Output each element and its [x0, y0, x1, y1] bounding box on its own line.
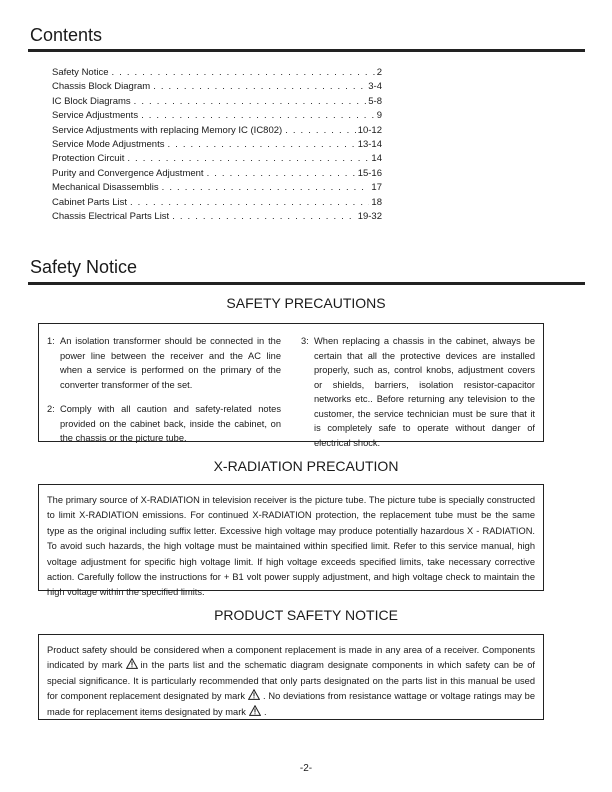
product-safety-heading: PRODUCT SAFETY NOTICE [214, 607, 398, 623]
precaution-item: 3: When replacing a chassis in the cabinet, always be certain that all the protective devices are installed properly, such as, control knobs, adjustment covers or shields, barriers, isolation resistor-capacitor networks etc.. Before returning any television to the customer, the service technician must be sure that it is completely safe to operate without danger of electrical shock. [301, 336, 535, 448]
safety-precautions-heading: SAFETY PRECAUTIONS [226, 295, 386, 311]
xray-text: The primary source of X-RADIATION in television receiver is the picture tube. The picture tube is specially constructed to limit X-RADIATION emissions. For continued X-RADIATION protection, the replacement tube must be the same type as the original including suffix letter. Excessive high voltage may produce potentially hazardous X - RADIATION. To avoid such hazards, the high voltage must be maintained within specified limit. Refer to this service manual, high voltage adjustment for specific high voltage limit. If high voltage exceeds specified limits, take necessary corrective action. Carefully follow the instructions for + B1 volt power supply adjustment, and high voltage check to maintain the high voltage within the specified limits. [47, 495, 535, 598]
safety-notice-title: Safety Notice [30, 257, 138, 277]
toc-entry[interactable]: Protection Circuit . . . 14 [52, 152, 382, 166]
warning-triangle-icon [248, 689, 260, 700]
toc-entry[interactable]: Safety Notice . . . 2 [52, 66, 382, 80]
xray-heading: X-RADIATION PRECAUTION [213, 458, 399, 474]
safety-precautions-box [38, 323, 544, 448]
toc-entry[interactable]: Service Mode Adjustments . . . 13-14 [52, 138, 382, 152]
toc-entry[interactable]: IC Block Diagrams . . . 5-8 [52, 95, 382, 109]
toc-entry[interactable]: Mechanical Disassemblis . . . 17 [52, 181, 382, 195]
toc-entry[interactable]: Chassis Electrical Parts List . . . 19-32 [52, 210, 382, 224]
toc-entry[interactable]: Cabinet Parts List . . . 18 [52, 196, 382, 210]
toc-entry[interactable]: Chassis Block Diagram . . . 3-4 [52, 80, 382, 94]
warning-triangle-icon [126, 658, 138, 669]
warning-triangle-icon [249, 705, 261, 716]
contents-title: Contents [30, 25, 103, 45]
xray-box [38, 484, 544, 598]
toc-entry[interactable]: Service Adjustments . . . 9 [52, 109, 382, 123]
contents-divider [28, 49, 585, 52]
page-number: -2- [299, 763, 313, 774]
product-safety-text: Product safety should be considered when a component replacement is made in any area of a receiver. Components indicated by mark in the parts list and the schematic diagram designate components in which safety can be of special significance. It is particularly recommended that only parts designated on the parts list in this manual be used for component replacement designated by mark . No deviations from resistance wattage or voltage ratings may be made for replacement items designated by mark . [47, 645, 536, 717]
product-safety-box [38, 634, 544, 720]
precaution-item: 1: An isolation transformer should be connected in the power line between the receiver and the AC line when a service is performed on the primary of the converter transformer of the set. [47, 336, 281, 390]
toc-entry[interactable]: Purity and Convergence Adjustment . . . 15-16 [52, 167, 382, 181]
safety-notice-divider [28, 282, 585, 285]
precaution-item: 2: Comply with all caution and safety-related notes provided on the cabinet back, inside the cabinet, on the chassis or the picture tube. [47, 404, 281, 443]
toc-list [52, 66, 382, 224]
toc-entry[interactable]: Service Adjustments with replacing Memory IC (IC802) . . . 10-12 [52, 124, 382, 138]
